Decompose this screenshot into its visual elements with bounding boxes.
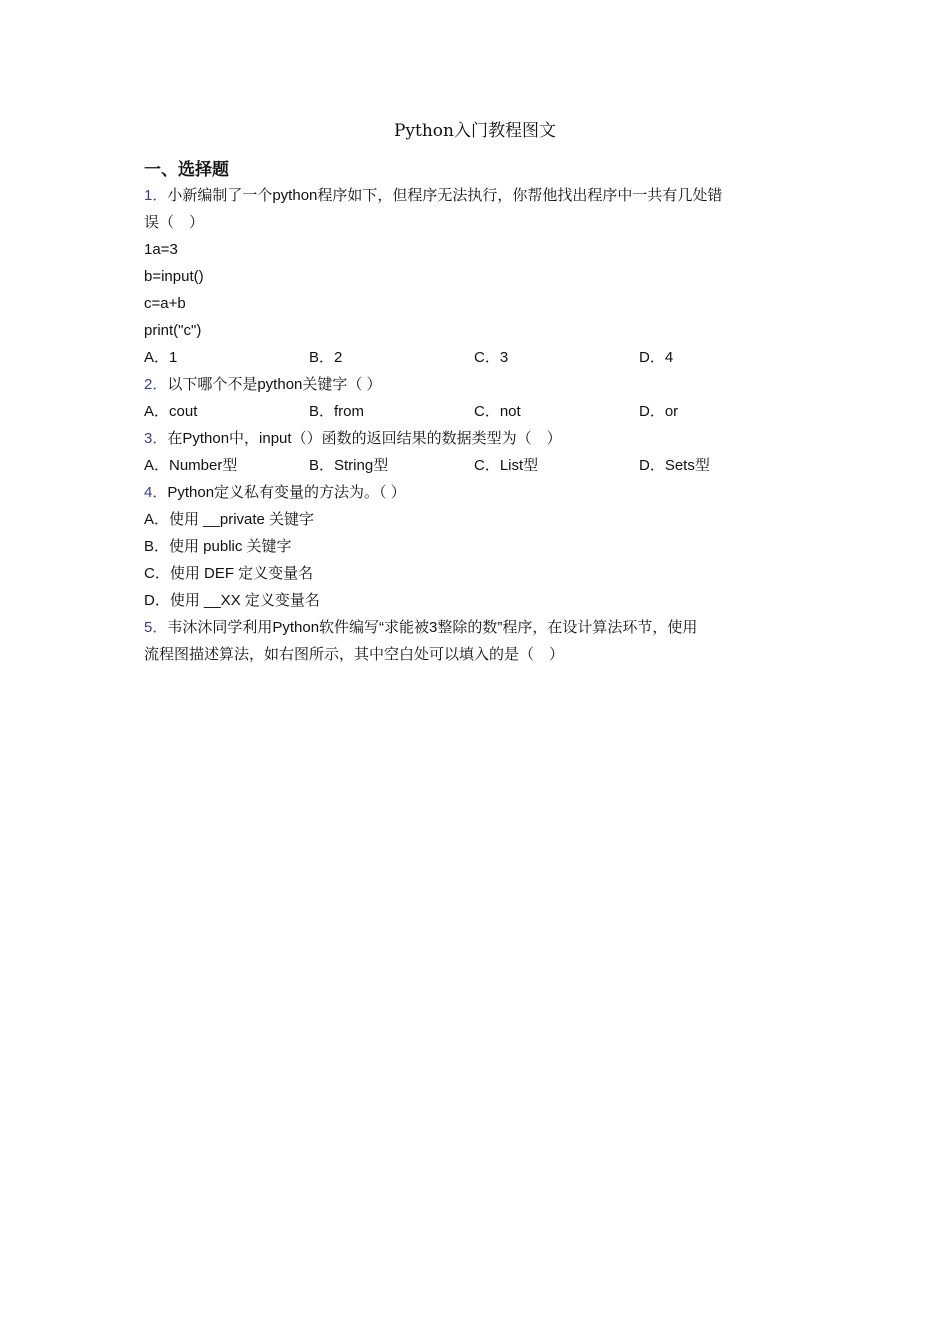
- options-row: [144, 344, 804, 371]
- question-text: Python定义私有变量的方法为。（ ）: [167, 484, 406, 501]
- option-b: B．使用 public 关键字: [144, 538, 292, 555]
- option-c: C．not: [474, 403, 521, 420]
- option-d: D．Sets型: [639, 457, 710, 474]
- code-line: c=a+b: [144, 295, 186, 312]
- option-a: A．1: [144, 349, 178, 366]
- option-b: B．String型: [309, 457, 389, 474]
- option-c: C．使用 DEF 定义变量名: [144, 565, 314, 582]
- question-number: 4．: [144, 484, 168, 501]
- question-text-cont: 误（ ）: [144, 214, 205, 231]
- question-number: 3．: [144, 430, 168, 447]
- question-text: 在Python中，input（）函数的返回结果的数据类型为（ ）: [167, 430, 562, 447]
- document-body: [144, 158, 804, 668]
- code-line: print("c"): [144, 322, 202, 339]
- question-4: [144, 479, 804, 614]
- option-a: A．Number型: [144, 457, 238, 474]
- options-row: [144, 398, 804, 425]
- options-row: [144, 452, 804, 479]
- section-heading: 一、选择题: [144, 160, 229, 179]
- option-a: A．cout: [144, 403, 198, 420]
- code-line: b=input(): [144, 268, 204, 285]
- option-d: D．使用 __XX 定义变量名: [144, 592, 320, 609]
- question-text: 韦沐沐同学利用Python软件编写“求能被3整除的数”程序，在设计算法环节，使用: [167, 619, 698, 636]
- question-text: 以下哪个不是python关键字（ ）: [167, 376, 382, 393]
- question-number: 1．: [144, 187, 168, 204]
- question-2: [144, 371, 804, 425]
- code-line: 1a=3: [144, 241, 178, 258]
- question-1: [144, 182, 804, 371]
- option-b: B．from: [309, 403, 365, 420]
- question-text: 小新编制了一个python程序如下，但程序无法执行，你帮他找出程序中一共有几处错: [167, 187, 723, 204]
- option-c: C．3: [474, 349, 509, 366]
- question-3: [144, 425, 804, 479]
- question-5: [144, 614, 804, 668]
- option-d: D．or: [639, 403, 679, 420]
- question-number: 5．: [144, 619, 168, 636]
- option-a: A．使用 __private 关键字: [144, 511, 315, 528]
- option-b: B．2: [309, 349, 343, 366]
- question-text-cont: 流程图描述算法，如右图所示，其中空白处可以填入的是（ ）: [144, 646, 565, 663]
- document-title: Python入门教程图文: [393, 121, 556, 141]
- option-d: D．4: [639, 349, 674, 366]
- question-number: 2．: [144, 376, 168, 393]
- option-c: C．List型: [474, 457, 539, 474]
